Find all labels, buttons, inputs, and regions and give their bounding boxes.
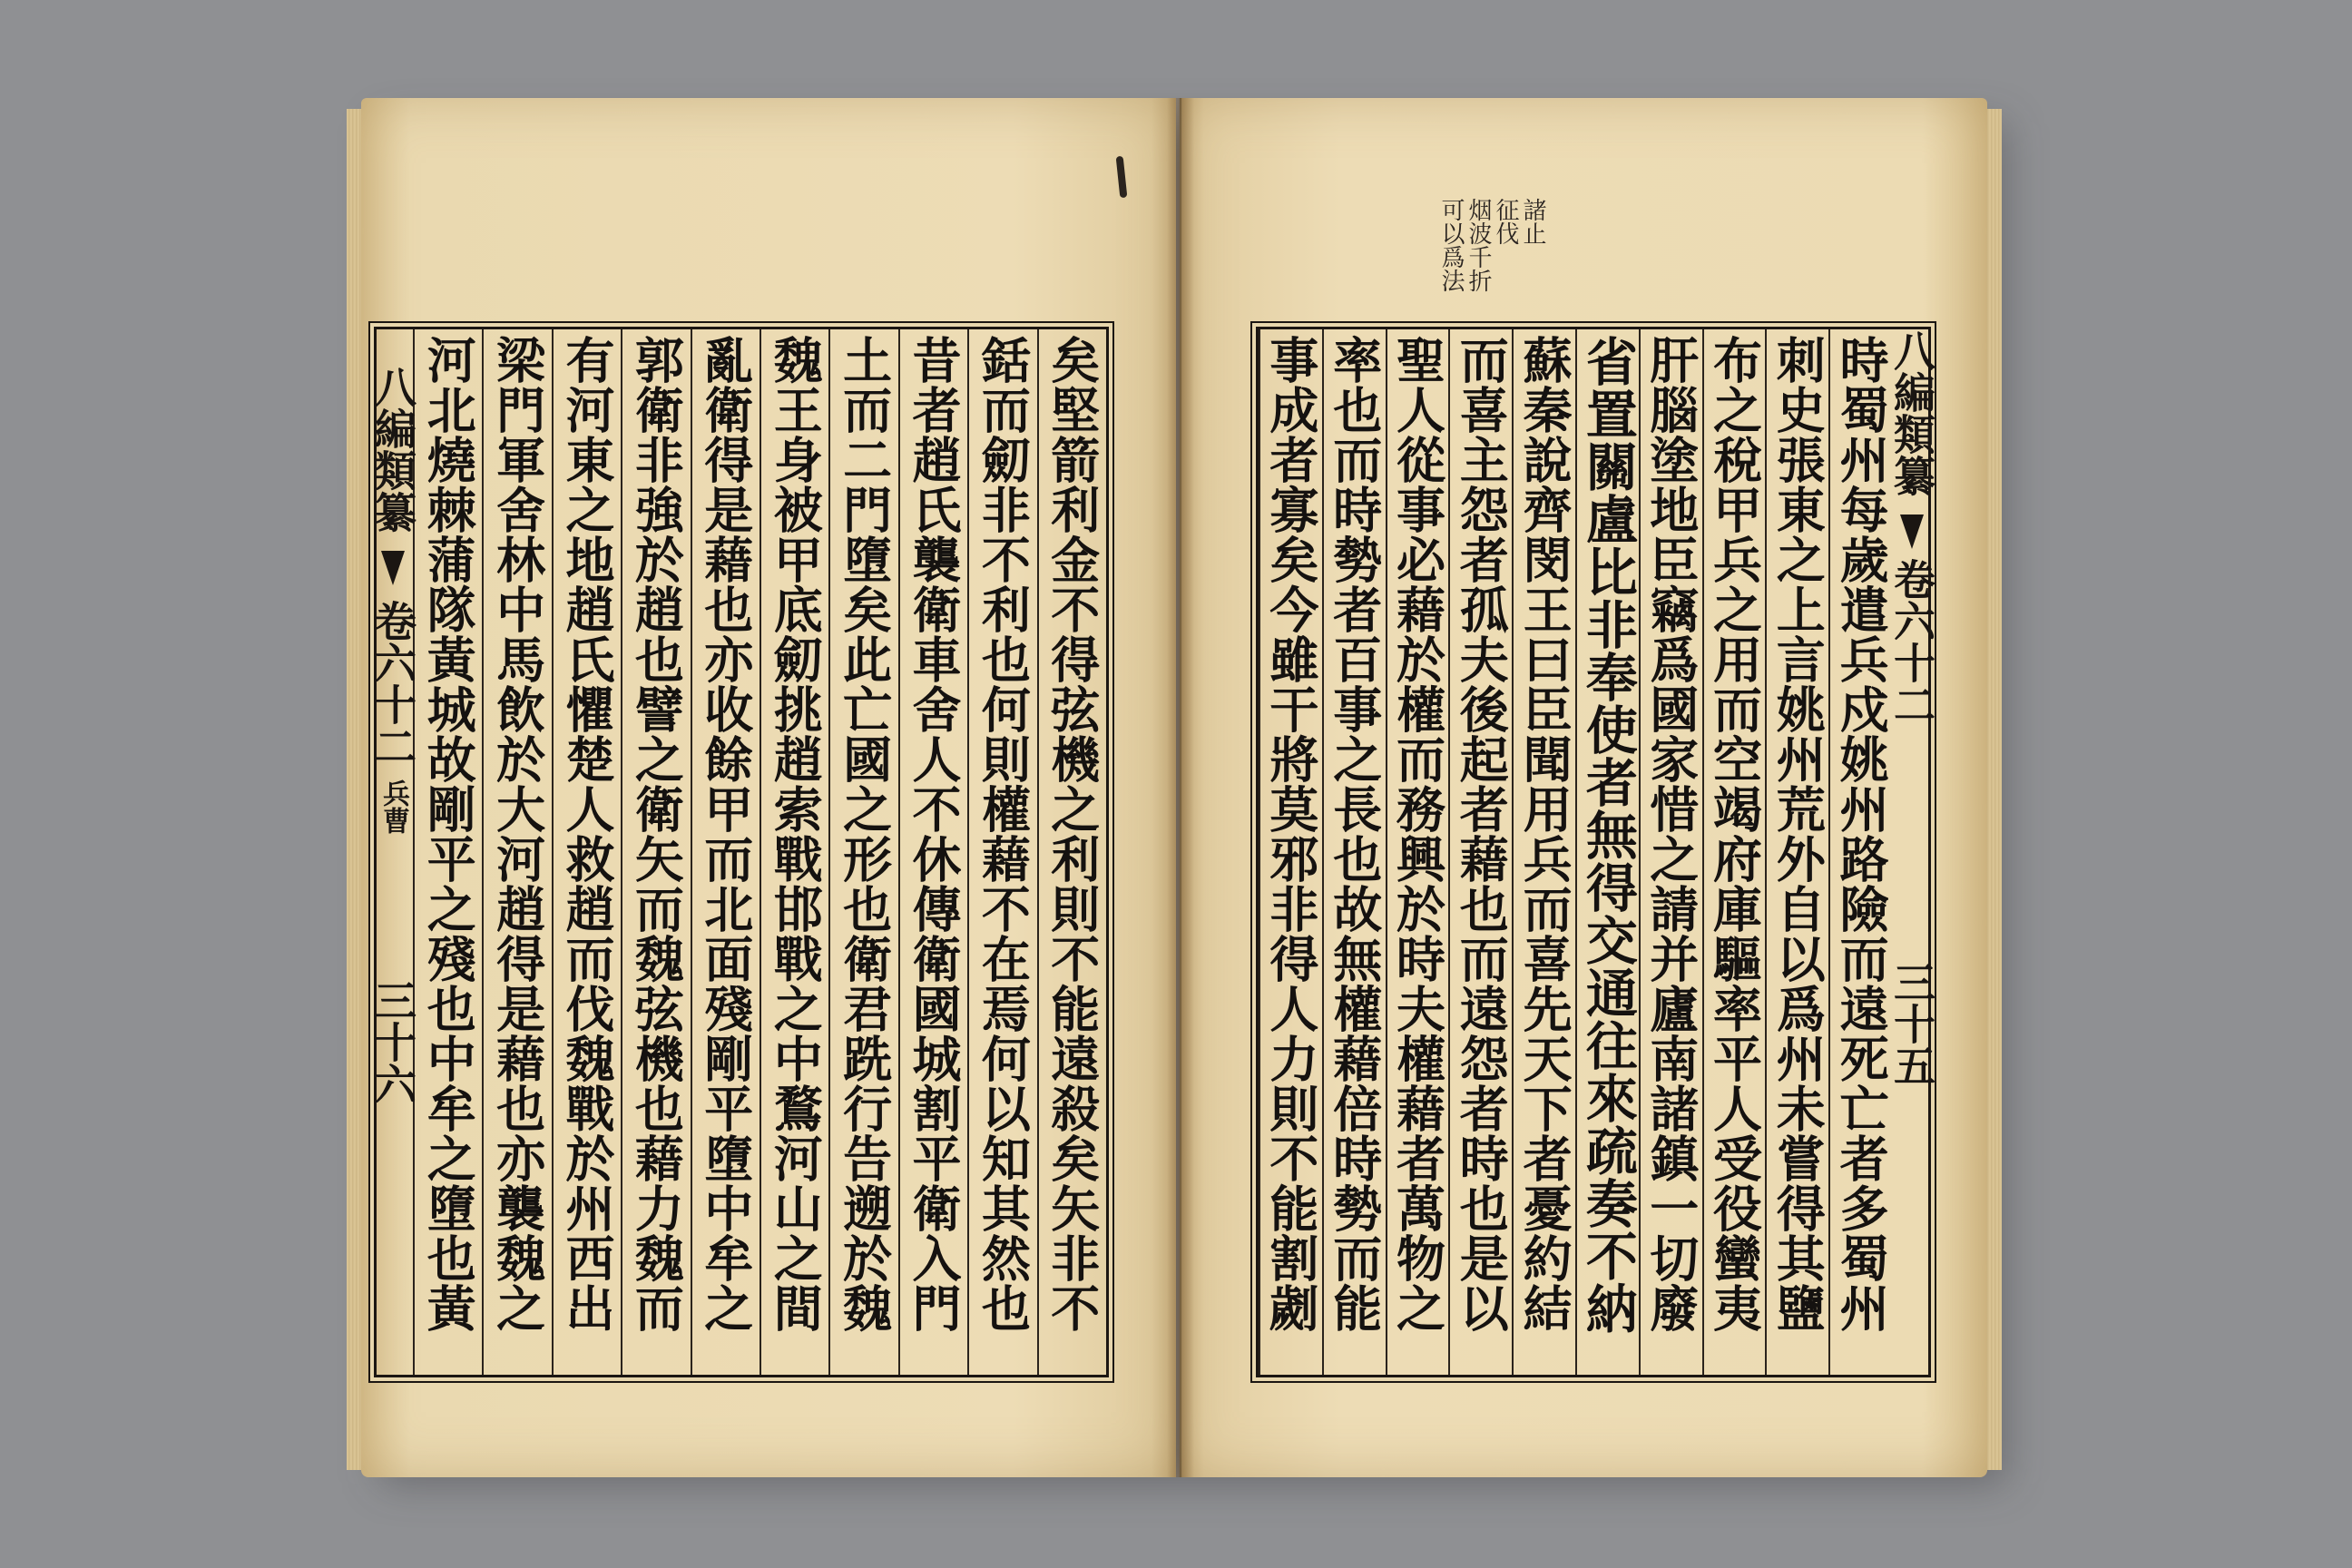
text-column — [967, 329, 1036, 1375]
column-text: 矣堅箭利金不得弦機之利則不能遠殺矣矢非不 — [1043, 335, 1102, 1333]
text-column — [691, 329, 760, 1375]
column-text: 肝腦塗地臣竊爲國家惜之請并廬南諸鎮一切廢 — [1642, 335, 1700, 1333]
column-text: 布之稅甲兵之用而空竭府庫驅率平人受役蠻夷 — [1705, 335, 1764, 1333]
column-text: 事成者寡矣今雖干將莫邪非得人力則不能割劌 — [1261, 335, 1320, 1333]
text-column — [1322, 329, 1386, 1375]
column-text: 銛而劎非不利也何則權藉不在焉何以知其然也 — [974, 335, 1033, 1333]
column-text: 郭衛非強於趙也譬之衛矢而魏弦機也藉力魏而 — [627, 335, 686, 1333]
text-column — [482, 329, 551, 1375]
column-text: 省置關盧比非奉使者無得交通往來疏奏不納 — [1577, 335, 1639, 1335]
text-column — [1575, 329, 1639, 1375]
fish-tail-ornament — [381, 551, 405, 585]
text-column — [1512, 329, 1575, 1375]
column-text: 梁門軍舍林中馬飲於大河趙得是藉也亦襲魏之 — [488, 335, 547, 1333]
column-text: 亂衛得是藉也亦收餘甲而北面殘剛平墮中牟之 — [696, 335, 755, 1333]
annotation-line: 烟波千折 — [1465, 198, 1492, 292]
left-banxin — [368, 329, 417, 1375]
right-text-frame — [1256, 327, 1936, 1377]
right-fore-edge — [1985, 109, 2002, 1470]
text-column — [1828, 329, 1892, 1375]
right-banxin-title: 八編類纂 — [1887, 329, 1936, 496]
left-banxin-volume: 卷六十二 — [368, 600, 417, 767]
text-column — [1259, 329, 1322, 1375]
column-text: 而喜主怨者孤夫後起者藉也而遠怨者時也是以 — [1452, 335, 1511, 1333]
book-gutter — [1167, 98, 1194, 1477]
text-column — [1639, 329, 1702, 1375]
right-banxin-volume: 卷六十二 — [1887, 558, 1936, 725]
column-text: 時蜀州每歲遣兵戍姚州路險而遠死亡者多蜀州 — [1832, 335, 1891, 1333]
text-column — [621, 329, 690, 1375]
text-column — [828, 329, 897, 1375]
column-text: 魏王身被甲底劎挑趙索戰邯戰之中鶩河山之間 — [766, 335, 825, 1333]
right-banxin — [1887, 329, 1936, 1375]
annotation-line: 諸止 — [1519, 198, 1546, 245]
left-banxin-title: 八編類纂 — [368, 366, 417, 533]
left-text-frame — [368, 327, 1109, 1377]
column-text: 土而二門墮矣此亡國之形也衛君跣行告遡於魏 — [835, 335, 894, 1333]
text-column — [413, 329, 482, 1375]
text-column — [552, 329, 621, 1375]
annotation-line: 征伐 — [1492, 198, 1519, 245]
left-banxin-section: 兵曹 — [377, 779, 409, 834]
left-banxin-page-number: 三十六 — [368, 979, 417, 1104]
column-text: 有河東之地趙氏懼楚人救趙而伐魏戰於州西出 — [557, 335, 616, 1333]
annotation-line: 可以爲法 — [1437, 198, 1465, 292]
text-column — [898, 329, 967, 1375]
column-text: 蘇秦說齊閔王曰臣聞用兵而喜先天下者憂約結 — [1515, 335, 1574, 1333]
fish-tail-ornament — [1900, 514, 1924, 549]
column-text: 昔者趙氏襲衛車舍人不休傳衛國城割平衛入門 — [904, 335, 963, 1333]
marginal-annotation — [1439, 198, 1544, 292]
column-text: 刺史張東之上言姚州荒外自以爲州未嘗得其鹽 — [1769, 335, 1828, 1333]
column-text: 聖人從事必藉於權而務興於時夫權藉者萬物之 — [1388, 335, 1447, 1333]
text-column — [1702, 329, 1766, 1375]
text-column — [760, 329, 828, 1375]
text-column — [1386, 329, 1449, 1375]
text-column — [1037, 329, 1106, 1375]
column-text: 河北燒棘蒲隊黃城故剛平之殘也中牟之墮也黃 — [419, 335, 478, 1333]
text-column — [1448, 329, 1512, 1375]
column-text: 率也而時勢者百事之長也故無權藉倍時勢而能 — [1325, 335, 1384, 1333]
right-banxin-page-number: 三十五 — [1887, 961, 1936, 1086]
text-column — [1765, 329, 1828, 1375]
